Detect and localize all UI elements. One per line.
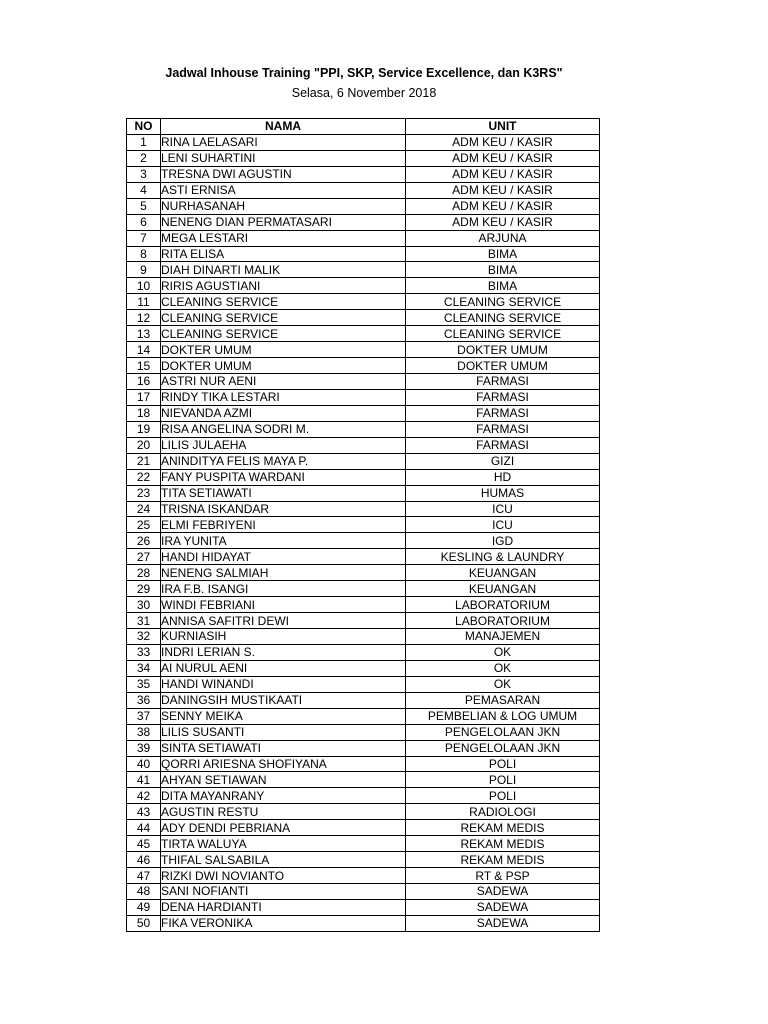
cell-no: 3 [127,166,161,182]
cell-unit: ADM KEU / KASIR [406,150,600,166]
table-row [127,724,600,740]
cell-unit: FARMASI [406,389,600,405]
cell-unit: IGD [406,533,600,549]
table-row [127,485,600,501]
table-row [127,198,600,214]
table-row [127,326,600,342]
cell-no: 5 [127,198,161,214]
table-row [127,629,600,645]
table-row [127,214,600,230]
table-row [127,517,600,533]
cell-name: SENNY MEIKA [161,708,406,724]
cell-name: TRISNA ISKANDAR [161,501,406,517]
cell-no: 25 [127,517,161,533]
cell-no: 1 [127,134,161,150]
cell-name: THIFAL SALSABILA [161,852,406,868]
cell-no: 29 [127,581,161,597]
cell-unit: HUMAS [406,485,600,501]
cell-unit: DOKTER UMUM [406,358,600,374]
cell-unit: LABORATORIUM [406,613,600,629]
cell-unit: BIMA [406,278,600,294]
cell-name: FIKA VERONIKA [161,915,406,931]
cell-name: DOKTER UMUM [161,358,406,374]
cell-unit: PENGELOLAAN JKN [406,740,600,756]
cell-no: 38 [127,724,161,740]
cell-unit: OK [406,660,600,676]
cell-name: AHYAN SETIAWAN [161,772,406,788]
cell-unit: ADM KEU / KASIR [406,198,600,214]
cell-no: 40 [127,756,161,772]
cell-no: 37 [127,708,161,724]
table-row [127,676,600,692]
cell-name: DANINGSIH MUSTIKAATI [161,692,406,708]
table-row [127,868,600,884]
cell-no: 7 [127,230,161,246]
cell-name: NIEVANDA AZMI [161,405,406,421]
cell-name: RITA ELISA [161,246,406,262]
table-row [127,310,600,326]
document-date: Selasa, 6 November 2018 [291,86,437,100]
cell-unit: FARMASI [406,405,600,421]
cell-unit: HD [406,469,600,485]
cell-no: 8 [127,246,161,262]
cell-name: TRESNA DWI AGUSTIN [161,166,406,182]
cell-no: 13 [127,326,161,342]
cell-no: 49 [127,899,161,915]
table-row [127,501,600,517]
table-row [127,692,600,708]
cell-unit: ADM KEU / KASIR [406,214,600,230]
cell-no: 24 [127,501,161,517]
cell-unit: KEUANGAN [406,565,600,581]
cell-unit: PEMASARAN [406,692,600,708]
cell-name: IRA F.B. ISANGI [161,581,406,597]
cell-name: FANY PUSPITA WARDANI [161,469,406,485]
cell-no: 42 [127,788,161,804]
table-row [127,549,600,565]
cell-name: RISA ANGELINA SODRI M. [161,421,406,437]
cell-no: 39 [127,740,161,756]
cell-no: 34 [127,660,161,676]
cell-no: 17 [127,389,161,405]
cell-name: ASTRI NUR AENI [161,374,406,390]
cell-unit: CLEANING SERVICE [406,294,600,310]
cell-name: CLEANING SERVICE [161,294,406,310]
cell-name: AGUSTIN RESTU [161,804,406,820]
cell-unit: BIMA [406,246,600,262]
cell-name: ASTI ERNISA [161,182,406,198]
header-no: NO [127,119,161,135]
cell-unit: CLEANING SERVICE [406,310,600,326]
table-row [127,820,600,836]
table-row [127,852,600,868]
table-row [127,230,600,246]
cell-unit: POLI [406,772,600,788]
table-row [127,374,600,390]
table-header-row [127,119,600,135]
header-name: NAMA [161,119,406,135]
cell-name: IRA YUNITA [161,533,406,549]
cell-name: CLEANING SERVICE [161,310,406,326]
cell-no: 20 [127,437,161,453]
cell-unit: ADM KEU / KASIR [406,182,600,198]
cell-unit: ADM KEU / KASIR [406,166,600,182]
cell-no: 26 [127,533,161,549]
cell-unit: FARMASI [406,421,600,437]
cell-unit: OK [406,644,600,660]
cell-unit: DOKTER UMUM [406,342,600,358]
cell-unit: RT & PSP [406,868,600,884]
cell-unit: KEUANGAN [406,581,600,597]
document-title: Jadwal Inhouse Training "PPI, SKP, Service Excellence, dan K3RS" [165,66,563,80]
cell-no: 47 [127,868,161,884]
table-row [127,660,600,676]
cell-name: ADY DENDI PEBRIANA [161,820,406,836]
cell-name: SINTA SETIAWATI [161,740,406,756]
table-row [127,421,600,437]
table-row [127,134,600,150]
cell-no: 27 [127,549,161,565]
cell-no: 36 [127,692,161,708]
cell-name: NURHASANAH [161,198,406,214]
cell-no: 2 [127,150,161,166]
table-row [127,565,600,581]
cell-unit: GIZI [406,453,600,469]
cell-no: 46 [127,852,161,868]
cell-unit: KESLING & LAUNDRY [406,549,600,565]
cell-no: 12 [127,310,161,326]
cell-unit: ICU [406,501,600,517]
cell-unit: REKAM MEDIS [406,852,600,868]
table-row [127,150,600,166]
cell-unit: SADEWA [406,899,600,915]
cell-unit: ADM KEU / KASIR [406,134,600,150]
cell-unit: ICU [406,517,600,533]
cell-no: 18 [127,405,161,421]
cell-name: DOKTER UMUM [161,342,406,358]
cell-unit: MANAJEMEN [406,629,600,645]
cell-unit: SADEWA [406,915,600,931]
cell-no: 23 [127,485,161,501]
table-row [127,772,600,788]
table-row [127,788,600,804]
table-row [127,644,600,660]
table-row [127,389,600,405]
table-row [127,469,600,485]
cell-unit: POLI [406,756,600,772]
cell-no: 9 [127,262,161,278]
table-row [127,358,600,374]
cell-no: 21 [127,453,161,469]
table-row [127,613,600,629]
table-row [127,597,600,613]
cell-no: 50 [127,915,161,931]
cell-unit: REKAM MEDIS [406,820,600,836]
table-row [127,342,600,358]
cell-name: RINA LAELASARI [161,134,406,150]
cell-name: QORRI ARIESNA SHOFIYANA [161,756,406,772]
cell-name: LENI SUHARTINI [161,150,406,166]
table-row [127,182,600,198]
cell-unit: RADIOLOGI [406,804,600,820]
table-row [127,278,600,294]
cell-name: ANINDITYA FELIS MAYA P. [161,453,406,469]
cell-name: DITA MAYANRANY [161,788,406,804]
table-row [127,246,600,262]
cell-name: KURNIASIH [161,629,406,645]
table-row [127,166,600,182]
cell-no: 28 [127,565,161,581]
cell-no: 33 [127,644,161,660]
table-row [127,708,600,724]
table-row [127,581,600,597]
cell-no: 32 [127,629,161,645]
cell-no: 11 [127,294,161,310]
cell-name: HANDI HIDAYAT [161,549,406,565]
table-row [127,294,600,310]
cell-no: 44 [127,820,161,836]
cell-unit: PEMBELIAN & LOG UMUM [406,708,600,724]
cell-no: 31 [127,613,161,629]
cell-no: 30 [127,597,161,613]
cell-no: 35 [127,676,161,692]
cell-name: MEGA LESTARI [161,230,406,246]
cell-no: 15 [127,358,161,374]
table-row [127,533,600,549]
cell-unit: PENGELOLAAN JKN [406,724,600,740]
cell-name: NENENG SALMIAH [161,565,406,581]
cell-name: SANI NOFIANTI [161,884,406,900]
cell-name: WINDI FEBRIANI [161,597,406,613]
cell-name: LILIS SUSANTI [161,724,406,740]
cell-name: LILIS JULAEHA [161,437,406,453]
table-row [127,899,600,915]
cell-name: RINDY TIKA LESTARI [161,389,406,405]
cell-unit: ARJUNA [406,230,600,246]
cell-name: RIZKI DWI NOVIANTO [161,868,406,884]
cell-name: ANNISA SAFITRI DEWI [161,613,406,629]
cell-unit: OK [406,676,600,692]
cell-unit: SADEWA [406,884,600,900]
cell-unit: FARMASI [406,374,600,390]
table-row [127,804,600,820]
table-row [127,884,600,900]
cell-no: 10 [127,278,161,294]
cell-no: 22 [127,469,161,485]
cell-name: AI NURUL AENI [161,660,406,676]
cell-no: 16 [127,374,161,390]
cell-name: NENENG DIAN PERMATASARI [161,214,406,230]
table-row [127,915,600,931]
cell-no: 45 [127,836,161,852]
header-unit: UNIT [406,119,600,135]
cell-name: ELMI FEBRIYENI [161,517,406,533]
cell-name: TITA SETIAWATI [161,485,406,501]
cell-no: 43 [127,804,161,820]
cell-unit: CLEANING SERVICE [406,326,600,342]
cell-name: INDRI LERIAN S. [161,644,406,660]
cell-name: TIRTA WALUYA [161,836,406,852]
cell-unit: BIMA [406,262,600,278]
cell-name: RIRIS AGUSTIANI [161,278,406,294]
cell-unit: REKAM MEDIS [406,836,600,852]
table-row [127,756,600,772]
table-row [127,740,600,756]
cell-name: CLEANING SERVICE [161,326,406,342]
cell-name: DIAH DINARTI MALIK [161,262,406,278]
cell-no: 41 [127,772,161,788]
table-row [127,262,600,278]
cell-no: 48 [127,884,161,900]
attendee-table [126,118,600,932]
cell-name: HANDI WINANDI [161,676,406,692]
table-row [127,453,600,469]
table-row [127,836,600,852]
cell-no: 6 [127,214,161,230]
cell-unit: FARMASI [406,437,600,453]
cell-name: DENA HARDIANTI [161,899,406,915]
cell-no: 19 [127,421,161,437]
table-row [127,405,600,421]
cell-unit: POLI [406,788,600,804]
cell-no: 4 [127,182,161,198]
cell-no: 14 [127,342,161,358]
table-row [127,437,600,453]
cell-unit: LABORATORIUM [406,597,600,613]
